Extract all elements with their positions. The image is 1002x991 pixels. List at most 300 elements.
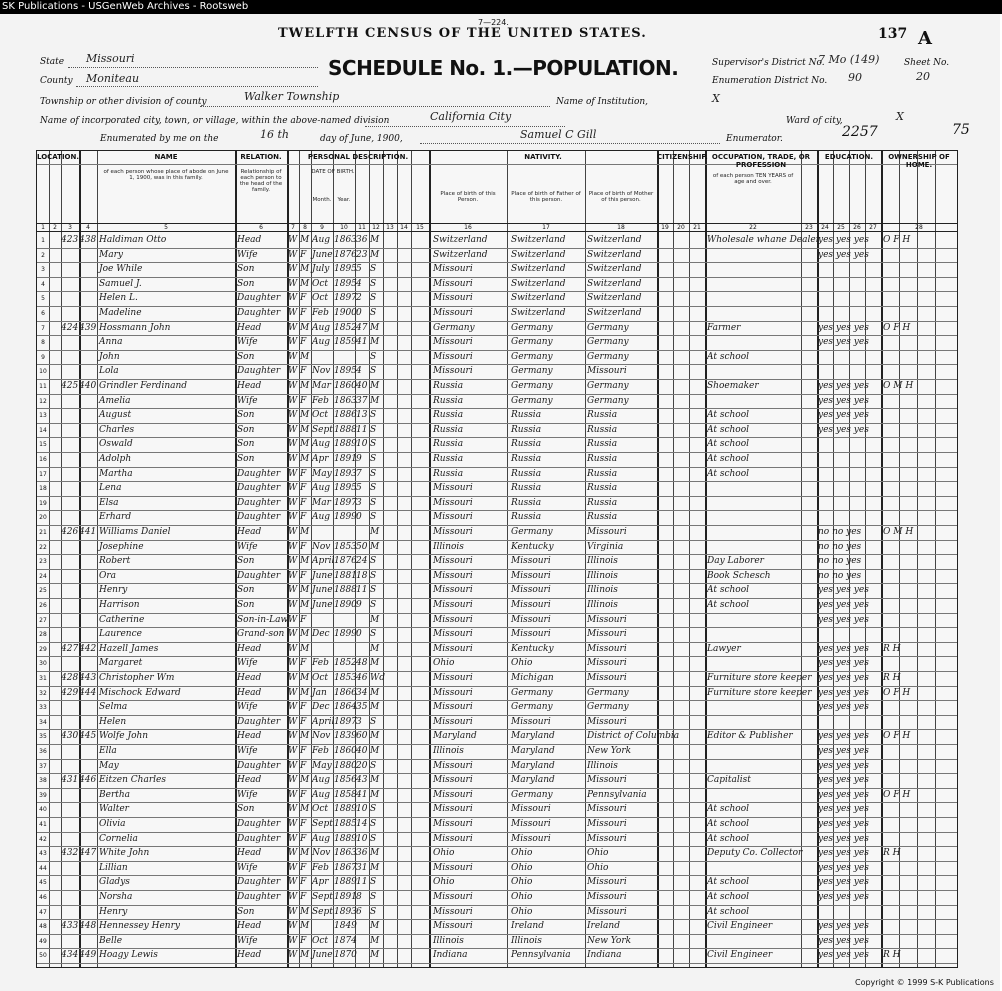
marital-status: M — [370, 935, 380, 946]
father-birthplace: Ohio — [511, 862, 533, 873]
marital-status: S — [370, 570, 377, 581]
color: W — [288, 746, 298, 756]
color: W — [288, 322, 298, 333]
row-number: 25 — [39, 587, 47, 595]
sex: F — [300, 789, 307, 800]
birth-month: Feb — [312, 308, 329, 318]
dwelling-number: 434 — [61, 950, 79, 961]
mother-birthplace: Russia — [587, 512, 618, 523]
age: 37 — [356, 395, 368, 406]
birth-year: 1860 — [334, 746, 357, 756]
sex: M — [300, 921, 310, 932]
father-birthplace: Illinois — [511, 935, 542, 946]
father-birthplace: Russia — [511, 410, 542, 421]
age: 0 — [356, 512, 362, 523]
birth-month: June — [312, 585, 333, 596]
color: W — [288, 395, 298, 406]
dwelling-number: 425 — [61, 381, 79, 391]
column-number: 20 — [677, 224, 685, 231]
dwelling-number: 423 — [61, 235, 79, 245]
mother-birthplace: Germany — [587, 322, 629, 333]
color: W — [288, 497, 298, 508]
father-birthplace: Maryland — [511, 731, 555, 742]
col-divider — [411, 151, 412, 967]
row-line — [37, 583, 957, 584]
color: W — [288, 541, 298, 552]
ownership: R H — [883, 643, 901, 654]
mother-birthplace: Russia — [587, 424, 618, 435]
mother-birthplace: New York — [587, 746, 632, 756]
occupation: At school — [707, 819, 749, 829]
color: W — [288, 673, 298, 683]
birth-year: 1900 — [334, 308, 357, 318]
birth-month: June — [312, 950, 333, 961]
marital-status: S — [370, 819, 377, 829]
sex: F — [300, 308, 307, 318]
age: 50 — [356, 541, 368, 552]
relation: Son — [237, 278, 255, 289]
state-value: Missouri — [86, 52, 135, 65]
person-name: Hoagy Lewis — [99, 950, 158, 961]
family-number: 442 — [79, 643, 97, 654]
person-name: Lillian — [99, 862, 128, 873]
education: yes yes yes — [818, 848, 869, 859]
row-line — [37, 437, 957, 438]
occupation: At school — [707, 424, 749, 435]
relation: Son — [237, 439, 255, 450]
education: yes yes yes — [818, 760, 869, 771]
education: yes yes yes — [818, 614, 869, 625]
column-number: 1 — [41, 224, 45, 231]
mother-birthplace: Russia — [587, 439, 618, 450]
column-number: 28 — [915, 224, 923, 231]
father-birthplace: Switzerland — [511, 249, 566, 260]
father-birthplace: Russia — [511, 454, 542, 464]
color: W — [288, 804, 298, 815]
sex: F — [300, 293, 307, 304]
birthplace: Russia — [433, 424, 464, 435]
person-name: Anna — [99, 337, 123, 348]
mother-birthplace: Indiana — [587, 950, 622, 961]
sex: F — [300, 614, 307, 625]
marital-status: Wd — [370, 673, 386, 683]
birth-month: July — [312, 264, 330, 275]
age: 6 — [356, 906, 362, 917]
age: 47 — [356, 322, 368, 333]
mother-birthplace: Missouri — [587, 775, 627, 786]
row-line — [37, 364, 957, 365]
row-line — [37, 919, 957, 920]
row-number: 29 — [39, 645, 47, 653]
group-ownership: OWNERSHIP OF HOME. — [888, 153, 950, 169]
occupation: At school — [707, 906, 749, 917]
age: 20 — [356, 760, 368, 771]
person-name: Laurence — [99, 629, 142, 640]
mother-birthplace: Germany — [587, 337, 629, 348]
dwelling-number: 433 — [61, 921, 79, 932]
ownership: O F H — [883, 731, 911, 742]
color: W — [288, 614, 298, 625]
marital-status: S — [370, 760, 377, 771]
birth-month: May — [312, 760, 332, 771]
color: W — [288, 483, 298, 494]
row-line — [37, 788, 957, 789]
enumerator-line — [420, 143, 720, 144]
education: yes yes yes — [818, 249, 869, 260]
sex: M — [300, 556, 310, 567]
education: yes yes yes — [818, 935, 869, 946]
sex: M — [300, 848, 310, 859]
birthplace: Missouri — [433, 483, 473, 494]
occupation: Lawyer — [707, 643, 741, 654]
person-name: Norsha — [99, 892, 133, 902]
row-number: 23 — [39, 558, 47, 566]
group-relation: RELATION. — [240, 153, 282, 161]
group-personal: PERSONAL DESCRIPTION. — [307, 153, 409, 161]
row-number: 39 — [39, 791, 47, 799]
mother-birthplace: Missouri — [587, 833, 627, 844]
birthplace: Illinois — [433, 935, 464, 946]
color: W — [288, 629, 298, 640]
relation: Daughter — [237, 570, 281, 581]
relation: Head — [237, 643, 262, 654]
column-number: 22 — [749, 224, 757, 231]
marital-status: M — [370, 395, 380, 406]
margin-note: 2257 — [842, 124, 878, 140]
dwelling-number: 427 — [61, 643, 79, 654]
marital-status: M — [370, 541, 380, 552]
incorporated-label: Name of incorporated city, town, or village, within the above-named division — [40, 116, 390, 126]
birth-father-header: Place of birth of Father of this person. — [511, 191, 581, 203]
county-line — [76, 86, 318, 87]
occupation: At school — [707, 410, 749, 421]
mother-birthplace: Russia — [587, 410, 618, 421]
sex: F — [300, 892, 307, 902]
person-name: Christopher Wm — [99, 673, 175, 683]
marital-status: S — [370, 877, 377, 888]
group-nativity: NATIVITY. — [524, 153, 562, 161]
father-birthplace: Missouri — [511, 629, 551, 640]
sex: F — [300, 935, 307, 946]
column-number: 3 — [68, 224, 72, 231]
person-name: Margaret — [99, 658, 143, 669]
age: 40 — [356, 381, 368, 391]
mother-birthplace: Switzerland — [587, 249, 642, 260]
birth-month: Nov — [312, 541, 331, 552]
father-birthplace: Missouri — [511, 600, 551, 610]
father-birthplace: Russia — [511, 512, 542, 523]
person-name: Samuel J. — [99, 278, 142, 289]
birthplace: Indiana — [433, 950, 468, 961]
marital-status: M — [370, 848, 380, 859]
marital-status: S — [370, 424, 377, 435]
mother-birthplace: Missouri — [587, 906, 627, 917]
birthplace: Missouri — [433, 337, 473, 348]
marital-status: M — [370, 249, 380, 260]
relation: Head — [237, 322, 262, 333]
color: W — [288, 337, 298, 348]
row-line — [37, 686, 957, 687]
birth-month: May — [312, 468, 332, 479]
relation: Son — [237, 351, 255, 362]
color: W — [288, 468, 298, 479]
birth-month: Feb — [312, 395, 329, 406]
occupation: Civil Engineer — [707, 921, 773, 932]
sex: F — [300, 395, 307, 406]
color: W — [288, 556, 298, 567]
father-birthplace: Germany — [511, 337, 553, 348]
birth-year: 1859 — [334, 337, 357, 348]
mother-birthplace: Switzerland — [587, 293, 642, 304]
mother-birthplace: Illinois — [587, 760, 618, 771]
sheet-letter: A — [918, 28, 932, 49]
relation: Grand-son — [237, 629, 285, 640]
occupation: Civil Engineer — [707, 950, 773, 961]
family-number: 443 — [79, 673, 97, 683]
marital-status: S — [370, 293, 377, 304]
form-number: 7—224. — [478, 18, 509, 27]
marital-status: S — [370, 497, 377, 508]
marital-status: S — [370, 585, 377, 596]
birth-year: 1895 — [334, 278, 357, 289]
person-name: Haldiman Otto — [99, 235, 167, 245]
occupation: At school — [707, 804, 749, 815]
birthplace: Missouri — [433, 643, 473, 654]
row-number: 4 — [41, 280, 45, 288]
age: 48 — [356, 658, 368, 669]
person-name: Henry — [99, 585, 128, 596]
supervisor-value: 7 Mo (149) — [818, 53, 880, 66]
birth-month: Mar — [312, 497, 331, 508]
birthplace: Ohio — [433, 848, 455, 859]
color: W — [288, 585, 298, 596]
age: 7 — [356, 468, 362, 479]
education: yes yes yes — [818, 950, 869, 961]
institution-value: X — [712, 92, 720, 105]
father-birthplace: Missouri — [511, 585, 551, 596]
birth-year: 1888 — [334, 585, 357, 596]
marital-status: M — [370, 789, 380, 800]
education: no no yes — [818, 556, 862, 567]
dwelling-number: 428 — [61, 673, 79, 683]
sex: M — [300, 278, 310, 289]
row-line — [37, 656, 957, 657]
column-number: 6 — [259, 224, 263, 231]
row-number: 5 — [41, 295, 45, 303]
birthplace: Missouri — [433, 585, 473, 596]
relation: Son — [237, 556, 255, 567]
sex: F — [300, 512, 307, 523]
family-number: 438 — [79, 235, 97, 245]
relation-description: Relationship of each person to the head of the family. — [239, 169, 283, 193]
relation: Daughter — [237, 366, 281, 377]
group-occupation: OCCUPATION, TRADE, OR PROFESSION — [711, 153, 811, 169]
birth-year: 1891 — [334, 892, 357, 902]
marital-status: S — [370, 468, 377, 479]
father-birthplace: Ohio — [511, 892, 533, 902]
marital-status: S — [370, 833, 377, 844]
person-name: August — [99, 410, 132, 421]
person-name: Amelia — [99, 395, 131, 406]
row-line — [37, 321, 957, 322]
column-number: 2 — [53, 224, 57, 231]
mother-birthplace: Germany — [587, 395, 629, 406]
mother-birthplace: Missouri — [587, 629, 627, 640]
birth-year: 1897 — [334, 716, 357, 727]
education: yes yes yes — [818, 804, 869, 815]
state-line — [68, 67, 318, 68]
education: yes yes yes — [818, 395, 869, 406]
relation: Daughter — [237, 833, 281, 844]
occupation-description: of each person TEN YEARS of age and over. — [712, 173, 794, 185]
occupation: At school — [707, 439, 749, 450]
birth-month: Feb — [312, 658, 329, 669]
mother-birthplace: Illinois — [587, 570, 618, 581]
birthplace: Maryland — [433, 731, 477, 742]
row-number: 43 — [39, 850, 47, 858]
enumerator-value: Samuel C Gill — [520, 128, 597, 141]
father-birthplace: Ohio — [511, 906, 533, 917]
row-line — [37, 948, 957, 949]
birth-year: 1852 — [334, 322, 357, 333]
age: 41 — [356, 789, 368, 800]
source-bar: SK Publications - USGenWeb Archives - Rootsweb — [0, 0, 1002, 14]
marital-status: S — [370, 264, 377, 275]
sex: F — [300, 862, 307, 873]
education: yes yes yes — [818, 600, 869, 610]
education: yes yes yes — [818, 746, 869, 756]
birth-month: Nov — [312, 366, 331, 377]
color: W — [288, 439, 298, 450]
birth-year: 1839 — [334, 731, 357, 742]
row-line — [37, 627, 957, 628]
row-number: 47 — [39, 908, 47, 916]
birthplace: Missouri — [433, 497, 473, 508]
age: 9 — [356, 454, 362, 464]
row-line — [37, 262, 957, 263]
person-name: Williams Daniel — [99, 527, 171, 537]
color: W — [288, 658, 298, 669]
family-number: 439 — [79, 322, 97, 333]
col-divider — [801, 151, 802, 967]
age: 11 — [356, 424, 368, 435]
color: W — [288, 308, 298, 318]
mother-birthplace: Switzerland — [587, 308, 642, 318]
sex: M — [300, 643, 310, 654]
person-name: Adolph — [99, 454, 132, 464]
person-name: Mischock Edward — [99, 687, 181, 698]
father-birthplace: Switzerland — [511, 264, 566, 275]
father-birthplace: Pennsylvania — [511, 950, 571, 961]
color: W — [288, 410, 298, 421]
age: 10 — [356, 833, 368, 844]
father-birthplace: Ohio — [511, 848, 533, 859]
sex: F — [300, 541, 307, 552]
birth-month: Sept — [312, 892, 333, 902]
row-number: 10 — [39, 368, 47, 376]
color: W — [288, 921, 298, 932]
father-birthplace: Ohio — [511, 658, 533, 669]
birth-month: Mar — [312, 381, 331, 391]
mother-birthplace: Germany — [587, 687, 629, 698]
group-name: NAME — [154, 153, 178, 161]
birthplace: Missouri — [433, 716, 473, 727]
age: 10 — [356, 804, 368, 815]
birth-year: 1864 — [334, 702, 357, 713]
birthplace: Missouri — [433, 527, 473, 537]
row-number: 7 — [41, 324, 45, 332]
relation: Wife — [237, 249, 258, 260]
marital-status: M — [370, 687, 380, 698]
color: W — [288, 789, 298, 800]
row-number: 24 — [39, 572, 47, 580]
column-number: 11 — [358, 224, 366, 231]
occupation: Deputy Co. Collector — [707, 848, 803, 859]
col-divider — [917, 151, 918, 967]
row-number: 34 — [39, 718, 47, 726]
mother-birthplace: Missouri — [587, 614, 627, 625]
dwelling-number: 432 — [61, 848, 79, 859]
age: 14 — [356, 819, 368, 829]
education: yes yes yes — [818, 643, 869, 654]
birth-month: June — [312, 600, 333, 610]
sex: M — [300, 424, 310, 435]
row-number: 1 — [41, 237, 45, 244]
mother-birthplace: Russia — [587, 468, 618, 479]
month-header: Month. — [312, 197, 332, 203]
person-name: Joe While — [99, 264, 143, 275]
birth-year: 1889 — [334, 439, 357, 450]
row-number: 26 — [39, 602, 47, 609]
education: yes yes yes — [818, 892, 869, 902]
birth-month: Aug — [312, 235, 331, 245]
birthplace: Missouri — [433, 789, 473, 800]
birth-month: Dec — [312, 629, 330, 640]
schedule-title: SCHEDULE No. 1.—POPULATION. — [328, 56, 679, 80]
birthplace: Switzerland — [433, 235, 488, 245]
person-name: Gladys — [99, 877, 130, 888]
mother-birthplace: Illinois — [587, 585, 618, 596]
color: W — [288, 819, 298, 829]
mother-birthplace: Missouri — [587, 716, 627, 727]
mother-birthplace: Russia — [587, 483, 618, 494]
person-name: Helen L. — [99, 293, 138, 304]
marital-status: S — [370, 512, 377, 523]
color: W — [288, 351, 298, 362]
color: W — [288, 527, 298, 537]
relation: Son — [237, 585, 255, 596]
birth-year: 1863 — [334, 395, 357, 406]
birth-year: 1895 — [334, 366, 357, 377]
mother-birthplace: District of Columbia — [587, 731, 680, 742]
birthplace: Switzerland — [433, 249, 488, 260]
row-number: 31 — [39, 675, 47, 682]
enumeration-label: Enumeration District No. — [712, 76, 828, 86]
column-number: 13 — [386, 224, 394, 231]
marital-status: S — [370, 556, 377, 567]
day-label: day of June, 1900, — [320, 134, 403, 144]
birth-month: Feb — [312, 746, 329, 756]
margin-note-2: 75 — [952, 122, 970, 138]
birth-year: 1853 — [334, 673, 357, 683]
age: 23 — [356, 249, 368, 260]
row-line — [37, 700, 957, 701]
person-name: Harrison — [99, 600, 140, 610]
birth-year: 1867 — [334, 862, 357, 873]
sex: F — [300, 877, 307, 888]
color: W — [288, 570, 298, 581]
column-number: 10 — [340, 224, 348, 231]
